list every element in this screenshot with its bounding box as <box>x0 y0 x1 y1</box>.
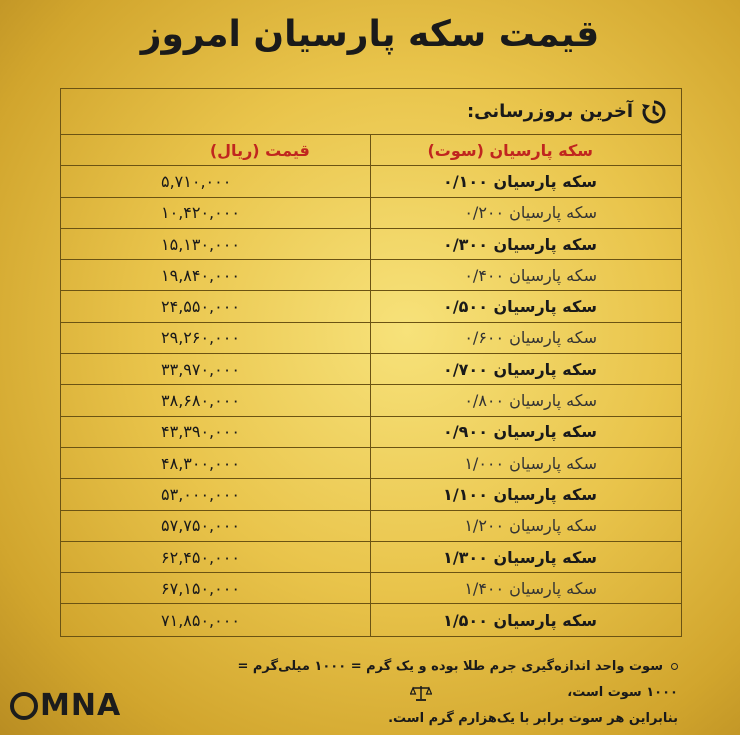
coin-name-cell: سکه پارسیان ۰/۷۰۰ <box>443 359 597 379</box>
price-cell: ۱۰,۴۲۰,۰۰۰ <box>61 198 371 228</box>
table-row <box>61 479 681 510</box>
table-header <box>61 135 681 166</box>
bullet-icon <box>671 663 678 670</box>
price-cell: ۱۹,۸۴۰,۰۰۰ <box>61 260 371 290</box>
last-update-label: آخرین بروزرسانی: <box>466 101 633 122</box>
price-table <box>60 88 682 637</box>
coin-name-cell: سکه پارسیان ۱/۴۰۰ <box>464 578 597 598</box>
price-cell: ۷۱,۸۵۰,۰۰۰ <box>61 604 371 635</box>
table-row <box>61 604 681 635</box>
table-row <box>61 542 681 573</box>
header-price: قیمت (ریال) <box>61 135 371 165</box>
logo-text: MNA <box>40 688 122 723</box>
last-update-row <box>61 89 681 135</box>
table-row <box>61 323 681 354</box>
price-cell: ۳۳,۹۷۰,۰۰۰ <box>61 354 371 384</box>
table-row <box>61 354 681 385</box>
table-row <box>61 260 681 291</box>
table-row <box>61 448 681 479</box>
table-row <box>61 166 681 197</box>
footnote <box>218 654 678 732</box>
coin-name-cell: سکه پارسیان ۰/۶۰۰ <box>464 328 597 348</box>
price-cell: ۴۸,۳۰۰,۰۰۰ <box>61 448 371 478</box>
coin-name-cell: سکه پارسیان ۱/۵۰۰ <box>443 610 597 630</box>
coin-name-cell: سکه پارسیان ۱/۳۰۰ <box>443 547 597 567</box>
page-title: قیمت سکه پارسیان امروز <box>140 14 600 55</box>
price-cell: ۳۸,۶۸۰,۰۰۰ <box>61 385 371 415</box>
price-cell: ۲۹,۲۶۰,۰۰۰ <box>61 323 371 353</box>
table-row <box>61 198 681 229</box>
table-row <box>61 229 681 260</box>
coin-name-cell: سکه پارسیان ۰/۲۰۰ <box>464 203 597 223</box>
table-row <box>61 291 681 322</box>
footnote-line-1: سوت واحد اندازه‌گیری جرم طلا بوده و یک گرم = ۱۰۰۰ میلی‌گرم = ۱۰۰۰ سوت است، <box>237 659 678 700</box>
coin-name-cell: سکه پارسیان ۱/۱۰۰ <box>443 484 597 504</box>
price-cell: ۵,۷۱۰,۰۰۰ <box>61 166 371 196</box>
coin-name-cell: سکه پارسیان ۱/۰۰۰ <box>464 453 597 473</box>
table-row <box>61 417 681 448</box>
logo-ring-icon <box>10 692 38 720</box>
imna-logo <box>10 688 122 726</box>
price-cell: ۵۳,۰۰۰,۰۰۰ <box>61 479 371 509</box>
table-row <box>61 573 681 604</box>
coin-name-cell: سکه پارسیان ۰/۳۰۰ <box>443 234 597 254</box>
price-cell: ۶۲,۴۵۰,۰۰۰ <box>61 542 371 572</box>
footnote-line-2: بنابراین هر سوت برابر با یک‌هزارم گرم است. <box>388 711 678 726</box>
price-cell: ۱۵,۱۳۰,۰۰۰ <box>61 229 371 259</box>
price-cell: ۲۴,۵۵۰,۰۰۰ <box>61 291 371 321</box>
coin-name-cell: سکه پارسیان ۱/۲۰۰ <box>464 516 597 536</box>
price-cell: ۶۷,۱۵۰,۰۰۰ <box>61 573 371 603</box>
coin-name-cell: سکه پارسیان ۰/۵۰۰ <box>443 297 597 317</box>
clock-refresh-icon <box>641 99 667 125</box>
coin-name-cell: سکه پارسیان ۰/۴۰۰ <box>464 265 597 285</box>
coin-name-cell: سکه پارسیان ۰/۸۰۰ <box>464 391 597 411</box>
header-name: سکه پارسیان (سوت) <box>427 140 593 160</box>
price-cell: ۵۷,۷۵۰,۰۰۰ <box>61 511 371 541</box>
coin-name-cell: سکه پارسیان ۰/۱۰۰ <box>443 171 597 191</box>
price-cell: ۴۳,۳۹۰,۰۰۰ <box>61 417 371 447</box>
table-row <box>61 511 681 542</box>
coin-name-cell: سکه پارسیان ۰/۹۰۰ <box>443 422 597 442</box>
balance-scale-icon <box>410 684 432 702</box>
table-row <box>61 385 681 416</box>
